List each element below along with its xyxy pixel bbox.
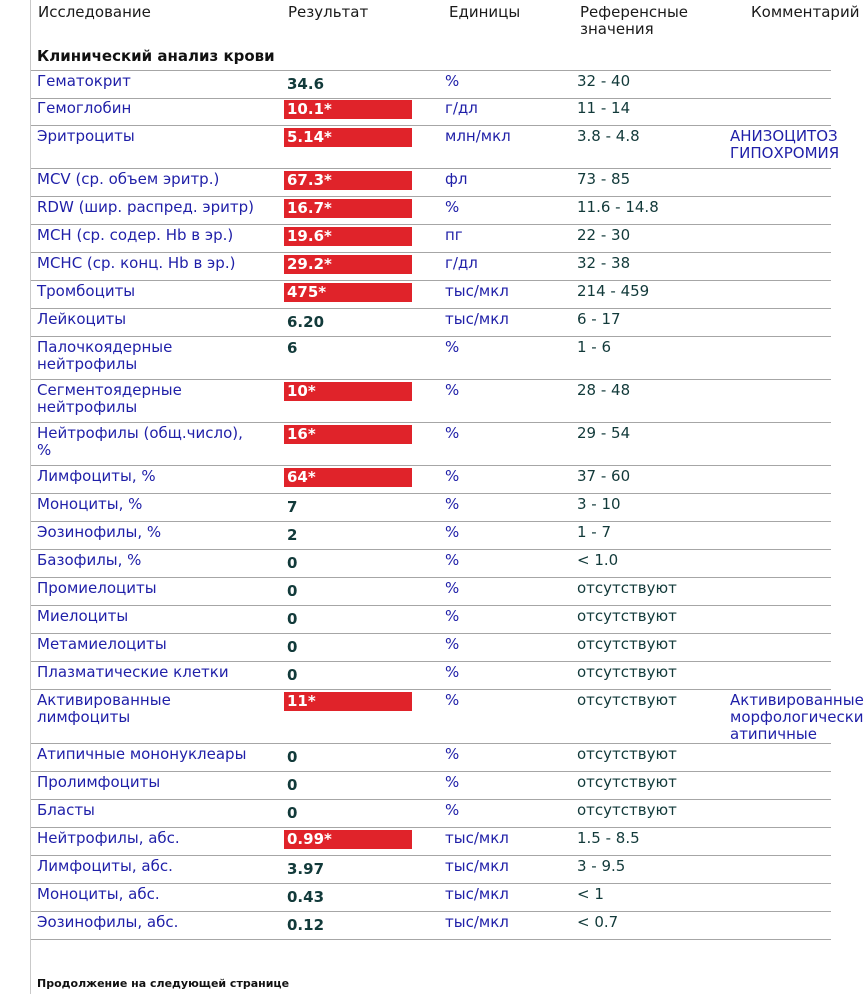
table-row: [31, 253, 831, 281]
test-name-line: Эозинофилы, %: [37, 523, 162, 541]
reference-range: отсутствуют: [577, 801, 677, 819]
test-name: [37, 128, 135, 145]
header-test: Исследование: [38, 3, 151, 21]
table-row: [31, 578, 831, 606]
table-row: [31, 281, 831, 309]
header-reference: [580, 4, 688, 38]
reference-range: отсутствуют: [577, 607, 677, 625]
result-value-flagged: 64*: [284, 468, 412, 487]
test-name: [37, 608, 128, 625]
reference-range: 214 - 459: [577, 282, 650, 300]
unit: %: [445, 663, 460, 681]
test-name-line: Эозинофилы, абс.: [37, 913, 179, 931]
reference-range: отсутствуют: [577, 773, 677, 791]
comment-line: атипичные: [730, 725, 817, 743]
test-name-line: Лимфоциты, %: [37, 467, 156, 485]
comment-line: АНИЗОЦИТОЗ: [730, 127, 838, 145]
unit: %: [445, 745, 460, 763]
test-name-line: %: [37, 441, 52, 459]
result-value-flagged: 475*: [284, 283, 412, 302]
unit: %: [445, 579, 460, 597]
test-name-line: Гемоглобин: [37, 99, 132, 117]
test-name: [37, 255, 235, 272]
test-name-line: RDW (шир. распред. эритр): [37, 198, 254, 216]
test-name: [37, 664, 229, 681]
reference-range: 1 - 7: [577, 523, 612, 541]
test-name-line: нейтрофилы: [37, 355, 138, 373]
reference-range: 11.6 - 14.8: [577, 198, 659, 216]
test-name-line: Нейтрофилы (общ.число),: [37, 424, 243, 442]
table-row: [31, 662, 831, 690]
table-row: [31, 550, 831, 578]
comment: [730, 692, 864, 743]
result-value: 0: [287, 554, 298, 572]
table-row: [31, 98, 831, 126]
unit: тыс/мкл: [445, 913, 509, 931]
table-row: [31, 423, 831, 466]
table-row: [31, 522, 831, 550]
result-value: 7: [287, 498, 298, 516]
table-row: [31, 828, 831, 856]
test-name-line: Атипичные мононуклеары: [37, 745, 247, 763]
unit: %: [445, 551, 460, 569]
test-name: [37, 524, 161, 541]
result-value: 0.12: [287, 916, 325, 934]
table-row: [31, 912, 831, 940]
reference-range: 28 - 48: [577, 381, 631, 399]
unit: %: [445, 691, 460, 709]
reference-range: отсутствуют: [577, 663, 677, 681]
reference-range: 1.5 - 8.5: [577, 829, 640, 847]
table-row: [31, 494, 831, 522]
table-row: [31, 70, 831, 99]
test-name-line: Промиелоциты: [37, 579, 157, 597]
test-name: [37, 468, 156, 485]
reference-range: 22 - 30: [577, 226, 631, 244]
test-name-line: Лимфоциты, абс.: [37, 857, 173, 875]
test-name: [37, 382, 182, 416]
unit: %: [445, 801, 460, 819]
reference-range: < 1.0: [577, 551, 619, 569]
test-name: [37, 858, 173, 875]
unit: %: [445, 381, 460, 399]
unit: фл: [445, 170, 468, 188]
reference-range: 3 - 9.5: [577, 857, 626, 875]
result-value-flagged: 0.99*: [284, 830, 412, 849]
comment-line: морфологически: [730, 708, 864, 726]
reference-range: 3 - 10: [577, 495, 621, 513]
test-name: [37, 339, 172, 373]
reference-range: 73 - 85: [577, 170, 631, 188]
reference-range: отсутствуют: [577, 745, 677, 763]
result-value-flagged: 16.7*: [284, 199, 412, 218]
result-value-flagged: 10*: [284, 382, 412, 401]
header-comment: Комментарий: [751, 3, 860, 21]
table-row: [31, 380, 831, 423]
reference-range: 1 - 6: [577, 338, 612, 356]
test-name-line: Лейкоциты: [37, 310, 127, 328]
header-reference-line1: Референсные: [580, 3, 689, 21]
result-value: 0: [287, 748, 298, 766]
test-name: [37, 914, 178, 931]
table-row: [31, 466, 831, 494]
footer-note: Продолжение на следующей странице: [37, 977, 290, 990]
unit: %: [445, 635, 460, 653]
table-row: [31, 606, 831, 634]
result-value: 34.6: [287, 75, 325, 93]
unit: тыс/мкл: [445, 829, 509, 847]
test-name-line: Эритроциты: [37, 127, 135, 145]
table-row: [31, 309, 831, 337]
unit: %: [445, 773, 460, 791]
unit: %: [445, 607, 460, 625]
test-name-line: Бласты: [37, 801, 95, 819]
header-result: Результат: [288, 3, 369, 21]
reference-range: 37 - 60: [577, 467, 631, 485]
unit: %: [445, 338, 460, 356]
reference-range: 3.8 - 4.8: [577, 127, 640, 145]
result-value: 0: [287, 804, 298, 822]
test-name: [37, 171, 219, 188]
table-row: [31, 772, 831, 800]
table-row: [31, 169, 831, 197]
test-name-line: Нейтрофилы, абс.: [37, 829, 180, 847]
unit: %: [445, 523, 460, 541]
header-units: Единицы: [449, 3, 521, 21]
result-value-flagged: 67.3*: [284, 171, 412, 190]
unit: %: [445, 72, 460, 90]
result-value: 0: [287, 610, 298, 628]
test-name-line: Палочкоядерные: [37, 338, 173, 356]
result-value: 0.43: [287, 888, 325, 906]
table-row: [31, 337, 831, 380]
reference-range: 32 - 40: [577, 72, 631, 90]
test-name-line: Моноциты, абс.: [37, 885, 160, 903]
unit: г/дл: [445, 254, 478, 272]
test-name: [37, 580, 157, 597]
test-name: [37, 227, 233, 244]
unit: %: [445, 198, 460, 216]
result-value-flagged: 11*: [284, 692, 412, 711]
unit: тыс/мкл: [445, 310, 509, 328]
table-row: [31, 690, 864, 744]
header-reference-line2: значения: [580, 20, 654, 38]
test-name: [37, 692, 171, 726]
test-name: [37, 636, 167, 653]
reference-range: 6 - 17: [577, 310, 621, 328]
table-row: [31, 800, 831, 828]
reference-range: 32 - 38: [577, 254, 631, 272]
test-name: [37, 283, 135, 300]
test-name-line: Активированные: [37, 691, 171, 709]
unit: г/дл: [445, 99, 478, 117]
test-name-line: лимфоциты: [37, 708, 131, 726]
test-name: [37, 746, 246, 763]
comment: [730, 128, 839, 162]
result-value-flagged: 5.14*: [284, 128, 412, 147]
test-name: [37, 830, 180, 847]
test-name-line: Тромбоциты: [37, 282, 136, 300]
table-row: [31, 197, 831, 225]
comment-line: Активированные: [730, 691, 864, 709]
test-name-line: Пролимфоциты: [37, 773, 161, 791]
reference-range: отсутствуют: [577, 635, 677, 653]
test-name-line: Гематокрит: [37, 72, 131, 90]
reference-range: отсутствуют: [577, 691, 677, 709]
test-name: [37, 552, 141, 569]
result-value-flagged: 10.1*: [284, 100, 412, 119]
result-value: 0: [287, 666, 298, 684]
unit: тыс/мкл: [445, 857, 509, 875]
test-name: [37, 199, 254, 216]
reference-range: < 0.7: [577, 913, 619, 931]
table-header: [0, 0, 860, 44]
table-row: [31, 744, 831, 772]
test-name: [37, 73, 131, 90]
result-value: 0: [287, 638, 298, 656]
result-value: 6: [287, 339, 298, 357]
table-row: [31, 634, 831, 662]
result-value: 6.20: [287, 313, 325, 331]
test-name: [37, 496, 142, 513]
test-name-line: MCV (ср. объем эритр.): [37, 170, 220, 188]
test-name-line: MCHC (ср. конц. Hb в эр.): [37, 254, 236, 272]
unit: %: [445, 495, 460, 513]
test-name-line: Метамиелоциты: [37, 635, 167, 653]
comment-line: ГИПОХРОМИЯ: [730, 144, 840, 162]
unit: пг: [445, 226, 463, 244]
test-name: [37, 100, 131, 117]
table-row: [31, 884, 831, 912]
unit: %: [445, 467, 460, 485]
result-value-flagged: 16*: [284, 425, 412, 444]
unit: тыс/мкл: [445, 885, 509, 903]
test-name: [37, 886, 160, 903]
test-name: [37, 311, 126, 328]
test-name-line: Базофилы, %: [37, 551, 142, 569]
result-value-flagged: 29.2*: [284, 255, 412, 274]
unit: млн/мкл: [445, 127, 511, 145]
unit: %: [445, 424, 460, 442]
reference-range: 11 - 14: [577, 99, 631, 117]
section-title: Клинический анализ крови: [37, 47, 275, 65]
test-name-line: Плазматические клетки: [37, 663, 229, 681]
reference-range: отсутствуют: [577, 579, 677, 597]
test-name-line: Сегментоядерные: [37, 381, 182, 399]
unit: тыс/мкл: [445, 282, 509, 300]
test-name-line: нейтрофилы: [37, 398, 138, 416]
reference-range: 29 - 54: [577, 424, 631, 442]
result-value: 2: [287, 526, 298, 544]
test-name: [37, 425, 243, 459]
result-value: 0: [287, 582, 298, 600]
reference-range: < 1: [577, 885, 604, 903]
table-row: [31, 225, 831, 253]
result-value-flagged: 19.6*: [284, 227, 412, 246]
result-value: 3.97: [287, 860, 325, 878]
table-row: [31, 856, 831, 884]
test-name-line: Миелоциты: [37, 607, 129, 625]
table-row: [31, 126, 840, 169]
test-name: [37, 802, 95, 819]
result-value: 0: [287, 776, 298, 794]
test-name: [37, 774, 160, 791]
test-name-line: Моноциты, %: [37, 495, 143, 513]
test-name-line: MCH (ср. содер. Hb в эр.): [37, 226, 234, 244]
